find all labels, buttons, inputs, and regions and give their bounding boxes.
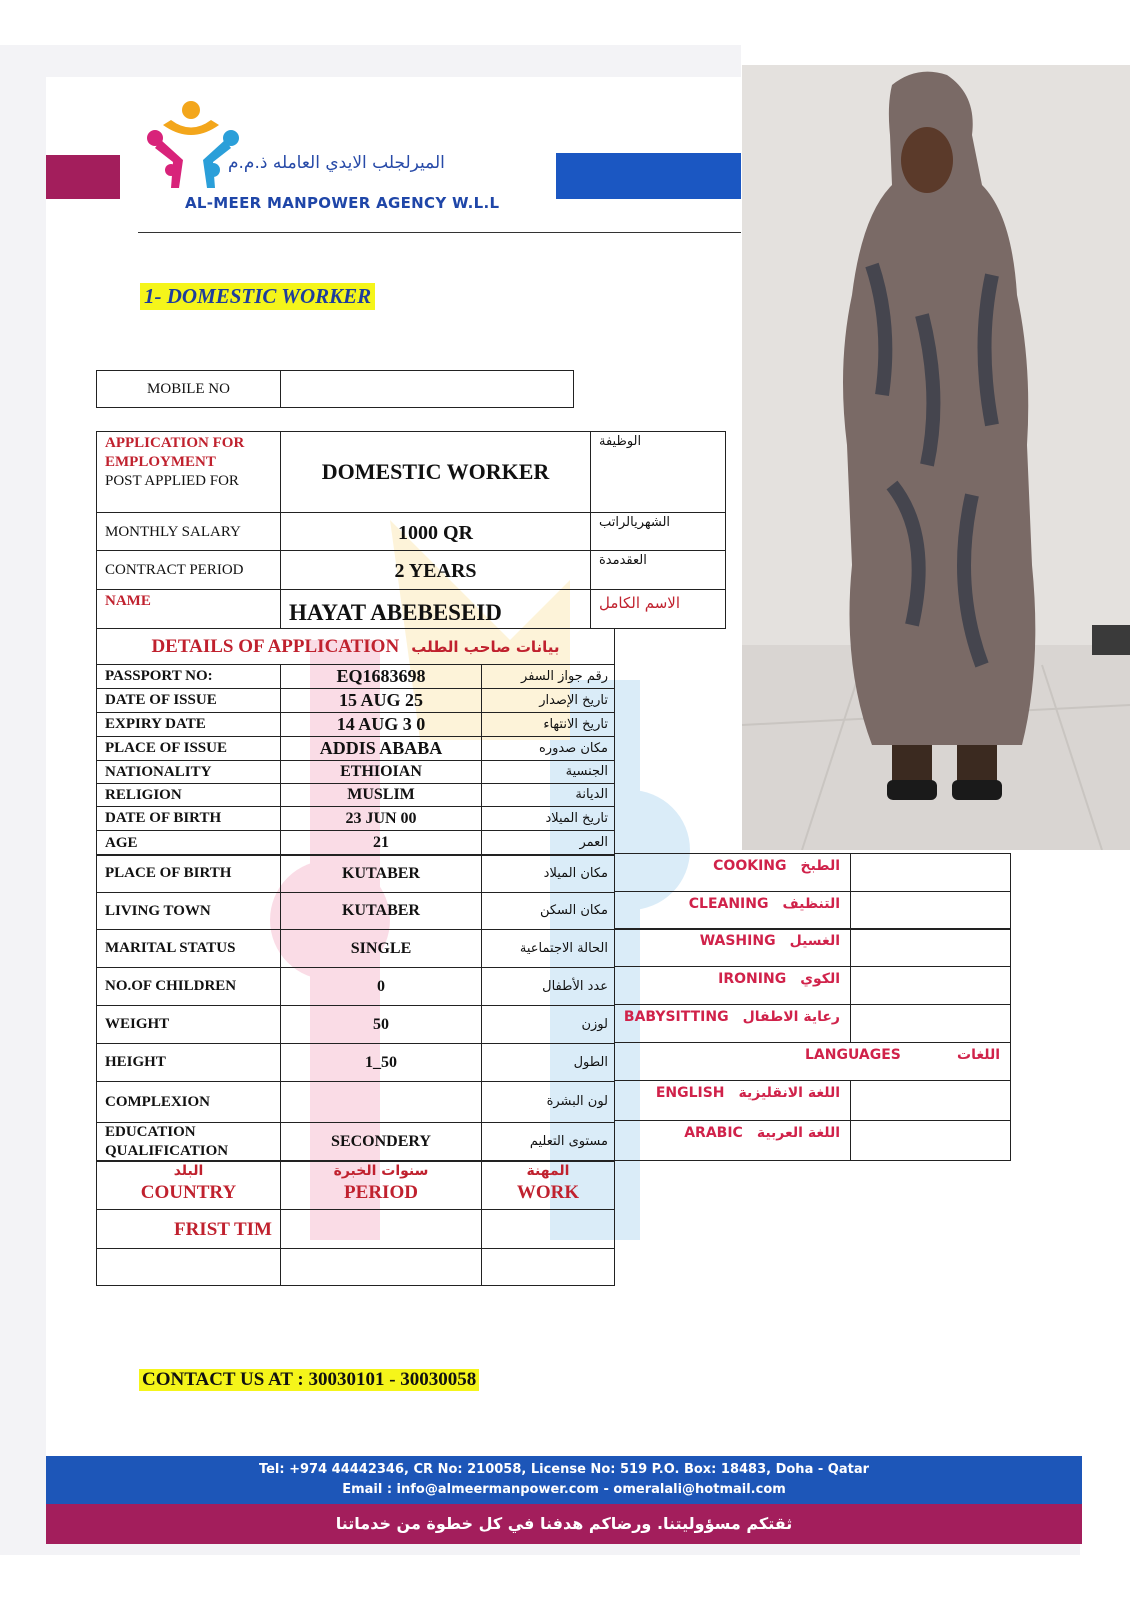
detail-label: WEIGHT — [96, 1005, 281, 1044]
skill-label: BABYSITTING — [623, 1009, 729, 1025]
detail-label: LIVING TOWN — [96, 892, 281, 930]
detail-label: COMPLEXION — [96, 1081, 281, 1123]
skill-label-cell — [614, 891, 851, 930]
detail-value: ADDIS ABABA — [280, 736, 482, 761]
skill-label-cell — [614, 966, 851, 1005]
detail-label-ar: الحالة الاجتماعية — [481, 929, 615, 968]
period-header-en: PERIOD — [344, 1182, 418, 1203]
detail-value: 14 AUG 3 0 — [280, 712, 482, 737]
period-header-ar: سنوات الخبرة — [333, 1163, 429, 1179]
header-magenta-block — [46, 155, 120, 199]
monthly-salary-value: 1000 QR — [280, 512, 591, 551]
languages-header-ar: اللغات — [957, 1047, 1000, 1063]
post-applied-value: DOMESTIC WORKER — [280, 431, 591, 513]
language-label-cell — [614, 1080, 851, 1121]
footer-line-1: Tel: +974 44442346, CR No: 210058, License No: 519 P.O. Box: 18483, Doha - Qatar — [258, 1462, 870, 1477]
detail-label-ar: عدد الأطفال — [481, 967, 615, 1006]
language-label-cell — [614, 1120, 851, 1161]
skill-label-cell — [614, 928, 851, 967]
page-title: 1- DOMESTIC WORKER — [140, 283, 375, 310]
detail-label-ar: مستوى التعليم — [481, 1122, 615, 1162]
detail-label-ar: مكان السكن — [481, 892, 615, 930]
detail-label-ar: تاريخ الإصدار — [481, 688, 615, 713]
detail-label: PASSPORT NO: — [96, 664, 281, 689]
detail-label-ar: الديانة — [481, 783, 615, 807]
detail-label-ar: لوزن — [481, 1005, 615, 1044]
contract-period-value: 2 YEARS — [280, 550, 591, 590]
experience-cell — [481, 1209, 615, 1249]
application-label: APPLICATION FOR EMPLOYMENT — [105, 435, 245, 470]
detail-value: 23 JUN 00 — [280, 806, 482, 831]
application-label-cell — [96, 431, 281, 513]
language-label: ARABIC — [684, 1125, 743, 1141]
detail-label: EXPIRY DATE — [96, 712, 281, 737]
details-heading — [96, 628, 615, 665]
monthly-salary-label: MONTHLY SALARY — [96, 512, 281, 551]
work-header — [481, 1160, 615, 1210]
detail-value: KUTABER — [280, 854, 482, 893]
language-label: ENGLISH — [655, 1085, 725, 1101]
detail-label-ar: لون البشرة — [481, 1081, 615, 1123]
header-divider — [138, 232, 741, 233]
experience-cell — [96, 1248, 281, 1286]
detail-label: PLACE OF ISSUE — [96, 736, 281, 761]
contract-period-label-ar: العقدمدة — [590, 550, 726, 590]
skill-label: COOKING — [713, 858, 787, 874]
detail-label: HEIGHT — [96, 1043, 281, 1082]
detail-label-ar: العمر — [481, 830, 615, 856]
country-header-ar: البلد — [173, 1163, 204, 1179]
experience-cell — [481, 1248, 615, 1286]
detail-label-ar: مكان الميلاد — [481, 854, 615, 893]
language-value-cell — [850, 1120, 1011, 1161]
detail-value: SINGLE — [280, 929, 482, 968]
skill-label-ar: التنظيف — [782, 896, 840, 912]
languages-header-en: LANGUAGES — [805, 1047, 901, 1063]
first-time-cell: FRIST TIM — [96, 1209, 281, 1249]
skill-value-cell — [850, 891, 1011, 930]
applicant-photo-illustration — [742, 65, 1130, 850]
languages-header — [614, 1042, 1011, 1081]
detail-value: 15 AUG 25 — [280, 688, 482, 713]
detail-label-ar: رقم جواز السفر — [481, 664, 615, 689]
name-label: NAME — [96, 589, 281, 629]
skill-label-ar: الطبخ — [800, 858, 840, 874]
skill-label-ar: الغسيل — [789, 933, 840, 949]
details-heading-en: DETAILS OF APPLICATION — [151, 636, 400, 657]
skill-label-cell — [614, 853, 851, 892]
detail-label: NATIONALITY — [96, 760, 281, 784]
skill-label-cell — [614, 1004, 851, 1043]
monthly-salary-label-ar: الشهريالراتب — [590, 512, 726, 551]
detail-label: AGE — [96, 830, 281, 856]
work-header-ar: المهنة — [526, 1163, 570, 1179]
detail-label: RELIGION — [96, 783, 281, 807]
detail-value: ETHIOIAN — [280, 760, 482, 784]
detail-value: 50 — [280, 1005, 482, 1044]
detail-value: SECONDERY — [280, 1122, 482, 1162]
footer-line-2: Email : info@almeermanpower.com - omeralali@hotmail.com — [342, 1482, 786, 1497]
language-value-cell — [850, 1080, 1011, 1121]
country-header — [96, 1160, 281, 1210]
skill-label-ar: رعاية الاطفال — [742, 1009, 840, 1025]
top-band — [46, 45, 741, 77]
skill-value-cell — [850, 966, 1011, 1005]
skill-value-cell — [850, 1004, 1011, 1043]
name-label-ar: الاسم الكامل — [590, 589, 726, 629]
mobile-label: MOBILE NO — [96, 370, 281, 408]
skill-label: WASHING — [699, 933, 776, 949]
detail-label-ar: الجنسية — [481, 760, 615, 784]
detail-value: 21 — [280, 830, 482, 856]
detail-label-ar: تاريخ الميلاد — [481, 806, 615, 831]
header-blue-block — [556, 153, 741, 199]
details-heading-ar: بيانات صاحب الطلب — [411, 638, 560, 656]
detail-label-ar: تاريخ الانتهاء — [481, 712, 615, 737]
skill-label: IRONING — [718, 971, 787, 987]
skill-value-cell — [850, 853, 1011, 892]
company-logo-icon — [143, 100, 243, 190]
detail-value: KUTABER — [280, 892, 482, 930]
detail-label-ar: مكان صدوره — [481, 736, 615, 761]
footer-slogan: ثقتكم مسؤوليتنا. ورضاكم هدفنا في كل خطوة من خدماتنا — [46, 1504, 1082, 1544]
experience-cell — [280, 1209, 482, 1249]
country-header-en: COUNTRY — [140, 1182, 237, 1203]
detail-label: DATE OF ISSUE — [96, 688, 281, 713]
post-applied-label: POST APPLIED FOR — [105, 473, 239, 489]
detail-value: MUSLIM — [280, 783, 482, 807]
company-name-arabic: الميرلجلب الايدي العامله ذ.م.م — [228, 153, 445, 173]
experience-cell — [280, 1248, 482, 1286]
footer-info-bar — [46, 1456, 1082, 1504]
skill-label-ar: الكوي — [800, 971, 840, 987]
contact-numbers: CONTACT US AT : 30030101 - 30030058 — [139, 1369, 479, 1391]
contract-period-label: CONTRACT PERIOD — [96, 550, 281, 590]
skill-value-cell — [850, 928, 1011, 967]
detail-label: PLACE OF BIRTH — [96, 854, 281, 893]
post-applied-label-ar: الوظيفة — [590, 431, 726, 513]
detail-value: 1_50 — [280, 1043, 482, 1082]
mobile-value — [280, 370, 574, 408]
detail-label: EDUCATION QUALIFICATION — [96, 1122, 281, 1162]
applicant-photo — [742, 65, 1130, 850]
detail-label: MARITAL STATUS — [96, 929, 281, 968]
detail-value: EQ1683698 — [280, 664, 482, 689]
company-name-english: AL-MEER MANPOWER AGENCY W.L.L — [185, 194, 500, 212]
language-label-ar: اللغة العربية — [756, 1125, 840, 1141]
name-value: HAYAT ABEBESEID — [280, 589, 591, 629]
detail-label: NO.OF CHILDREN — [96, 967, 281, 1006]
period-header — [280, 1160, 482, 1210]
detail-label: DATE OF BIRTH — [96, 806, 281, 831]
detail-value: 0 — [280, 967, 482, 1006]
detail-value — [280, 1081, 482, 1123]
detail-label-ar: الطول — [481, 1043, 615, 1082]
skill-label: CLEANING — [688, 896, 769, 912]
language-label-ar: اللغة الانقليزية — [738, 1085, 840, 1101]
work-header-en: WORK — [516, 1182, 580, 1203]
